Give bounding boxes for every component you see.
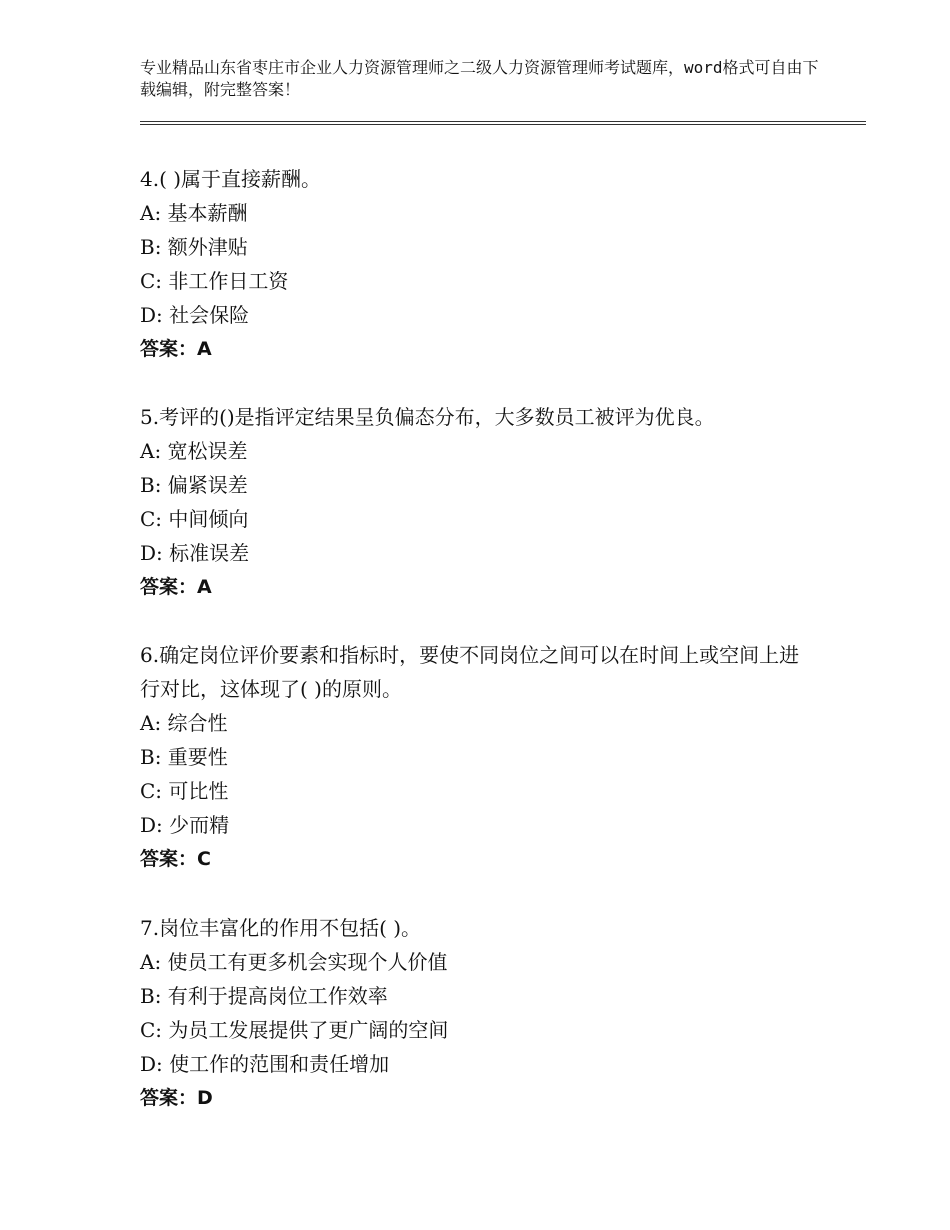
option-b: B: 偏紧误差	[140, 473, 248, 497]
answer-line: 答案：A	[140, 576, 212, 598]
question-block-6	[140, 638, 800, 876]
header-divider-bottom	[140, 124, 866, 125]
answer-line: 答案：A	[140, 338, 212, 360]
option-a: A: 使员工有更多机会实现个人价值	[140, 950, 448, 974]
question-stem: 4.( )属于直接薪酬。	[140, 167, 322, 191]
question-stem: 6.确定岗位评价要素和指标时，要使不同岗位之间可以在时间上或空间上进行对比，这体现了( )的原则。	[140, 643, 800, 701]
option-c: C: 为员工发展提供了更广阔的空间	[140, 1018, 449, 1042]
option-d: D: 标准误差	[140, 541, 250, 565]
option-b: B: 重要性	[140, 745, 228, 769]
option-d: D: 少而精	[140, 813, 230, 837]
answer-line: 答案：C	[140, 848, 211, 870]
option-d: D: 使工作的范围和责任增加	[140, 1052, 390, 1076]
document-header	[140, 57, 830, 101]
question-block-4	[140, 162, 820, 366]
question-stem: 7.岗位丰富化的作用不包括( )。	[140, 916, 422, 940]
option-a: A: 宽松误差	[140, 439, 248, 463]
option-c: C: 中间倾向	[140, 507, 249, 531]
option-b: B: 有利于提高岗位工作效率	[140, 984, 388, 1008]
option-a: A: 综合性	[140, 711, 228, 735]
answer-line: 答案：D	[140, 1087, 213, 1109]
header-title: 专业精品山东省枣庄市企业人力资源管理师之二级人力资源管理师考试题库，word格式可自由下载编辑，附完整答案！	[140, 58, 819, 99]
question-block-7	[140, 911, 820, 1115]
option-a: A: 基本薪酬	[140, 201, 248, 225]
option-d: D: 社会保险	[140, 303, 250, 327]
option-c: C: 可比性	[140, 779, 229, 803]
option-c: C: 非工作日工资	[140, 269, 289, 293]
header-divider-top	[140, 121, 866, 122]
question-stem: 5.考评的()是指评定结果呈负偏态分布，大多数员工被评为优良。	[140, 405, 715, 429]
question-block-5	[140, 400, 820, 604]
option-b: B: 额外津贴	[140, 235, 248, 259]
